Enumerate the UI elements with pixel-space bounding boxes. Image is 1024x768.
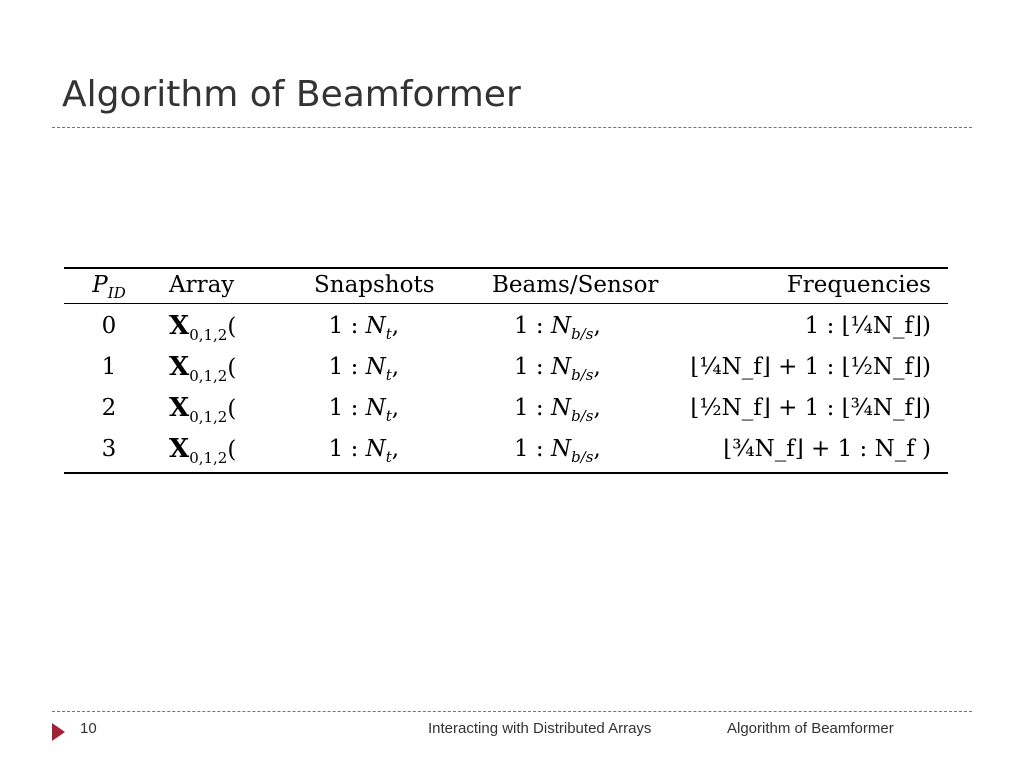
processor-assignment-table — [64, 267, 948, 473]
row-2-array: $X_{0,1,2}$( — [169, 393, 237, 426]
header-pid: $P_{ID}$ — [92, 272, 126, 302]
row-3-array: $X_{0,1,2}$( — [169, 434, 237, 467]
row-2-pid: 2 — [101, 395, 117, 421]
row-3-pid: 3 — [101, 436, 117, 462]
row-1-array: $X_{0,1,2}$( — [169, 352, 237, 385]
row-0-beams: 1 : $N_{b/s}$, — [513, 313, 601, 343]
row-3-frequencies: ⌊¾N_f⌋ + 1 : N_f ) — [723, 436, 931, 462]
row-3-beams: 1 : $N_{b/s}$, — [513, 436, 601, 466]
footer-section-title: Algorithm of Beamformer — [727, 720, 894, 737]
header-beams-sensor: Beams/Sensor — [492, 272, 659, 298]
row-1-frequencies: ⌊¼N_f⌋ + 1 : ⌊½N_f⌋) — [690, 354, 931, 380]
header-array: Array — [169, 272, 235, 298]
row-0-array: $X_{0,1,2}$( — [169, 311, 237, 344]
row-0-frequencies: 1 : ⌊¼N_f⌋) — [804, 313, 931, 339]
triangle-right-icon — [52, 723, 65, 741]
footer-divider — [52, 711, 972, 712]
table-top-rule — [64, 267, 948, 269]
row-2-beams: 1 : $N_{b/s}$, — [513, 395, 601, 425]
row-1-snapshots: 1 : $N_t$, — [328, 354, 400, 384]
row-3-snapshots: 1 : $N_t$, — [328, 436, 400, 466]
row-1-beams: 1 : $N_{b/s}$, — [513, 354, 601, 384]
row-0-snapshots: 1 : $N_t$, — [328, 313, 400, 343]
header-snapshots: Snapshots — [314, 272, 435, 298]
slide-title: Algorithm of Beamformer — [62, 74, 521, 115]
row-0-pid: 0 — [101, 313, 117, 339]
row-2-snapshots: 1 : $N_t$, — [328, 395, 400, 425]
footer-presentation-title: Interacting with Distributed Arrays — [428, 720, 652, 737]
row-1-pid: 1 — [101, 354, 117, 380]
row-2-frequencies: ⌊½N_f⌋ + 1 : ⌊¾N_f⌋) — [690, 395, 931, 421]
header-frequencies: Frequencies — [786, 272, 931, 298]
page-number: 10 — [80, 720, 97, 737]
title-divider — [52, 127, 972, 128]
table-header-rule — [64, 303, 948, 304]
